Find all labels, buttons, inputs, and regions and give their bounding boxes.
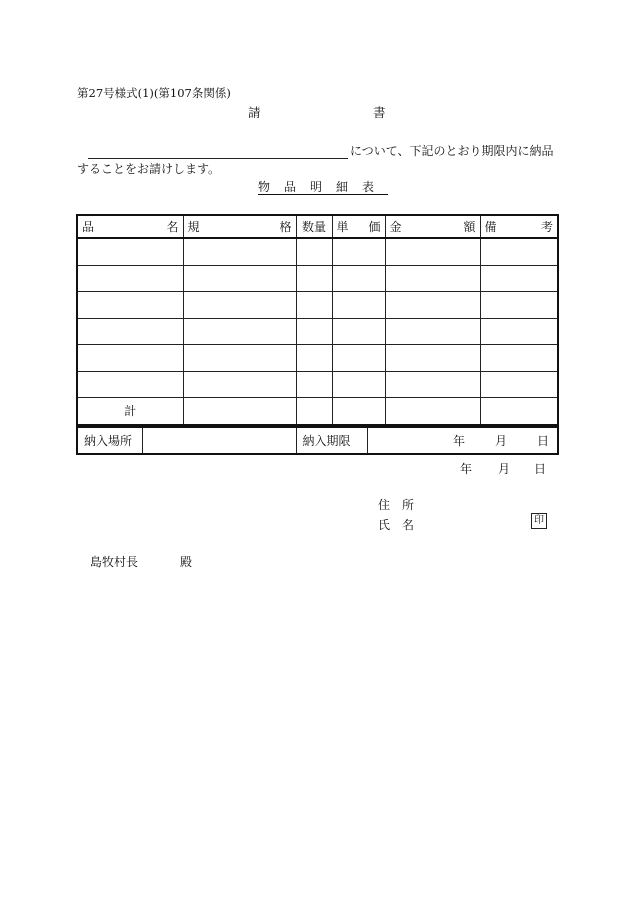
table-row[interactable] xyxy=(77,265,558,292)
delivery-place-label: 納入場所 xyxy=(77,427,142,454)
total-row xyxy=(77,398,558,425)
seal-mark: 印 xyxy=(531,513,547,529)
table-row[interactable] xyxy=(77,371,558,398)
title-char-right: 書 xyxy=(373,105,386,120)
form-number: 第27号様式(1)(第107条関係) xyxy=(77,86,231,100)
table-row[interactable] xyxy=(77,345,558,372)
recipient xyxy=(90,553,192,570)
items-table xyxy=(76,214,559,426)
header-unit-price: 単 価 xyxy=(332,215,385,238)
delivery-deadline-label: 納入期限 xyxy=(296,427,367,454)
address-label: 住 所 xyxy=(378,498,415,512)
deadline-month-label: 月 xyxy=(494,434,507,448)
delivery-table xyxy=(76,426,559,455)
table-row[interactable] xyxy=(77,292,558,319)
date-month-label: 月 xyxy=(498,462,511,476)
intro-line-2: することをお請けします。 xyxy=(77,162,221,176)
title-char-left: 請 xyxy=(248,105,261,120)
delivery-deadline-field[interactable] xyxy=(367,427,558,454)
total-label: 計 xyxy=(77,398,183,425)
header-amount: 金 額 xyxy=(385,215,480,238)
deadline-day-label: 日 xyxy=(536,434,549,448)
recipient-honorific: 殿 xyxy=(180,555,193,569)
date-day-label: 日 xyxy=(534,462,547,476)
header-remarks: 備 考 xyxy=(480,215,558,238)
header-spec: 規 格 xyxy=(183,215,296,238)
date-year-label: 年 xyxy=(460,462,473,476)
recipient-name: 島牧村長 xyxy=(90,555,139,569)
table-title: 物品明細表 xyxy=(258,180,389,194)
table-header-row xyxy=(77,215,558,238)
table-row[interactable] xyxy=(77,238,558,265)
name-label: 氏 名 xyxy=(378,518,415,532)
deadline-year-label: 年 xyxy=(452,434,465,448)
intro-text-1: について、下記のとおり期限内に納品 xyxy=(350,144,554,158)
header-item-name: 品 名 xyxy=(77,215,183,238)
header-quantity: 数量 xyxy=(296,215,332,238)
delivery-place-field[interactable] xyxy=(142,427,296,454)
intro-line-1 xyxy=(77,142,554,159)
subject-blank-line[interactable] xyxy=(88,144,348,159)
table-row[interactable] xyxy=(77,318,558,345)
